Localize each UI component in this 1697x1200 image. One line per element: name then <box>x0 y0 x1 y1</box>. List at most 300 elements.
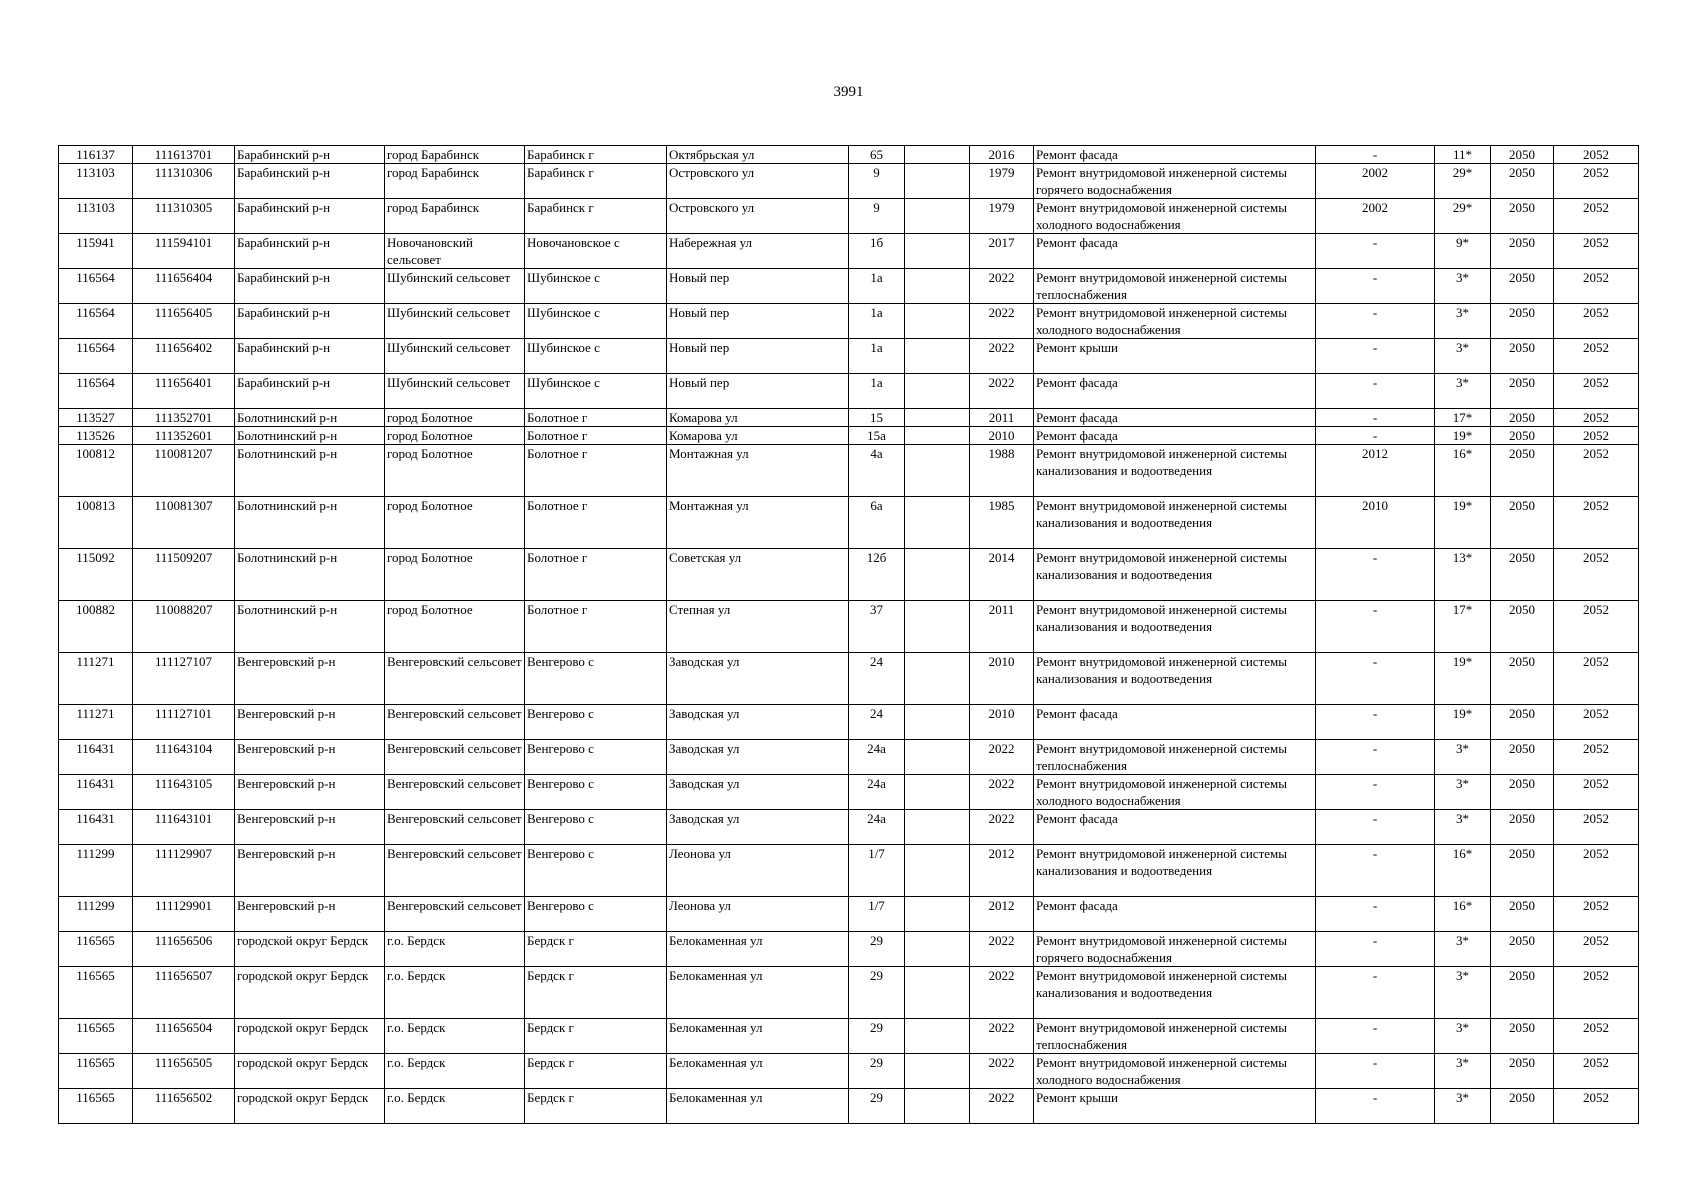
cell-district: Венгеровский р-н <box>235 775 385 810</box>
cell-house-number: 9 <box>849 164 905 199</box>
cell-district: Болотнинский р-н <box>235 601 385 653</box>
cell-blank <box>905 705 970 740</box>
cell-work-type: Ремонт фасада <box>1034 234 1316 269</box>
cell-municipality: город Барабинск <box>385 199 525 234</box>
cell-plan-end: 2052 <box>1554 549 1639 601</box>
cell-house-id: 113103 <box>59 199 133 234</box>
cell-year-built: 2012 <box>970 845 1034 897</box>
cell-work-type: Ремонт фасада <box>1034 427 1316 445</box>
table-row <box>59 845 1639 897</box>
cell-blank <box>905 164 970 199</box>
table-row <box>59 234 1639 269</box>
cell-item-id: 111656401 <box>133 374 235 409</box>
cell-prior-year: - <box>1316 932 1435 967</box>
cell-street: Заводская ул <box>667 810 849 845</box>
cell-municipality: город Болотное <box>385 601 525 653</box>
cell-settlement: Бердск г <box>525 932 667 967</box>
cell-plan-end: 2052 <box>1554 775 1639 810</box>
cell-plan-end: 2052 <box>1554 374 1639 409</box>
cell-settlement: Венгерово с <box>525 897 667 932</box>
cell-prior-year: - <box>1316 427 1435 445</box>
cell-year-built: 2010 <box>970 705 1034 740</box>
cell-house-id: 116431 <box>59 810 133 845</box>
cell-item-id: 111613701 <box>133 146 235 164</box>
cell-street: Заводская ул <box>667 775 849 810</box>
cell-house-number: 12б <box>849 549 905 601</box>
cell-blank <box>905 549 970 601</box>
cell-item-id: 111656502 <box>133 1089 235 1124</box>
cell-blank <box>905 932 970 967</box>
cell-work-type: Ремонт внутридомовой инженерной системы холодного водоснабжения <box>1034 304 1316 339</box>
cell-plan-end: 2052 <box>1554 601 1639 653</box>
table-row <box>59 810 1639 845</box>
cell-plan-end: 2052 <box>1554 339 1639 374</box>
cell-blank <box>905 427 970 445</box>
cell-year-built: 2022 <box>970 1089 1034 1124</box>
cell-municipality: город Болотное <box>385 427 525 445</box>
cell-house-number: 1/7 <box>849 845 905 897</box>
cell-district: городской округ Бердск <box>235 1054 385 1089</box>
cell-item-id: 111352701 <box>133 409 235 427</box>
cell-street: Новый пер <box>667 304 849 339</box>
cell-house-number: 4а <box>849 445 905 497</box>
cell-house-number: 37 <box>849 601 905 653</box>
cell-house-number: 29 <box>849 1089 905 1124</box>
cell-item-id: 110088207 <box>133 601 235 653</box>
cell-plan-end: 2052 <box>1554 897 1639 932</box>
cell-house-number: 1а <box>849 374 905 409</box>
cell-street: Монтажная ул <box>667 497 849 549</box>
cell-item-id: 111310305 <box>133 199 235 234</box>
cell-term: 16* <box>1435 897 1491 932</box>
cell-street: Новый пер <box>667 269 849 304</box>
cell-work-type: Ремонт внутридомовой инженерной системы канализования и водоотведения <box>1034 845 1316 897</box>
cell-year-built: 2017 <box>970 234 1034 269</box>
table-row <box>59 1089 1639 1124</box>
cell-municipality: г.о. Бердск <box>385 1054 525 1089</box>
cell-item-id: 111129907 <box>133 845 235 897</box>
cell-district: Венгеровский р-н <box>235 740 385 775</box>
cell-prior-year: 2010 <box>1316 497 1435 549</box>
cell-street: Белокаменная ул <box>667 1054 849 1089</box>
cell-plan-end: 2052 <box>1554 269 1639 304</box>
cell-house-number: 24а <box>849 810 905 845</box>
cell-settlement: Бердск г <box>525 1089 667 1124</box>
cell-work-type: Ремонт фасада <box>1034 374 1316 409</box>
cell-plan-end: 2052 <box>1554 445 1639 497</box>
cell-plan-start: 2050 <box>1491 932 1554 967</box>
cell-district: Барабинский р-н <box>235 269 385 304</box>
cell-house-id: 116565 <box>59 1054 133 1089</box>
cell-prior-year: - <box>1316 549 1435 601</box>
cell-street: Островского ул <box>667 164 849 199</box>
cell-house-number: 24 <box>849 705 905 740</box>
cell-year-built: 2022 <box>970 339 1034 374</box>
table-row <box>59 339 1639 374</box>
cell-street: Заводская ул <box>667 740 849 775</box>
cell-district: Болотнинский р-н <box>235 497 385 549</box>
cell-term: 3* <box>1435 304 1491 339</box>
cell-plan-start: 2050 <box>1491 775 1554 810</box>
cell-street: Белокаменная ул <box>667 932 849 967</box>
cell-municipality: Венгеровский сельсовет <box>385 740 525 775</box>
cell-settlement: Болотное г <box>525 601 667 653</box>
cell-prior-year: - <box>1316 1089 1435 1124</box>
table-row <box>59 740 1639 775</box>
cell-house-id: 113526 <box>59 427 133 445</box>
cell-street: Набережная ул <box>667 234 849 269</box>
cell-house-id: 111299 <box>59 897 133 932</box>
cell-settlement: Болотное г <box>525 549 667 601</box>
cell-district: Барабинский р-н <box>235 339 385 374</box>
cell-settlement: Шубинское с <box>525 269 667 304</box>
table-row <box>59 427 1639 445</box>
cell-work-type: Ремонт внутридомовой инженерной системы холодного водоснабжения <box>1034 1054 1316 1089</box>
cell-district: городской округ Бердск <box>235 932 385 967</box>
cell-term: 19* <box>1435 705 1491 740</box>
table-row <box>59 497 1639 549</box>
cell-house-id: 116564 <box>59 269 133 304</box>
cell-item-id: 111594101 <box>133 234 235 269</box>
cell-plan-start: 2050 <box>1491 199 1554 234</box>
cell-blank <box>905 304 970 339</box>
table-row <box>59 164 1639 199</box>
cell-prior-year: - <box>1316 269 1435 304</box>
cell-plan-end: 2052 <box>1554 845 1639 897</box>
cell-prior-year: - <box>1316 897 1435 932</box>
cell-blank <box>905 810 970 845</box>
cell-settlement: Венгерово с <box>525 775 667 810</box>
cell-plan-end: 2052 <box>1554 304 1639 339</box>
table-row <box>59 269 1639 304</box>
cell-district: Болотнинский р-н <box>235 445 385 497</box>
cell-house-id: 116565 <box>59 967 133 1019</box>
cell-settlement: Барабинск г <box>525 146 667 164</box>
cell-municipality: Шубинский сельсовет <box>385 339 525 374</box>
cell-blank <box>905 740 970 775</box>
cell-plan-start: 2050 <box>1491 427 1554 445</box>
cell-blank <box>905 409 970 427</box>
cell-term: 16* <box>1435 845 1491 897</box>
cell-municipality: Венгеровский сельсовет <box>385 775 525 810</box>
cell-work-type: Ремонт внутридомовой инженерной системы теплоснабжения <box>1034 740 1316 775</box>
cell-term: 3* <box>1435 810 1491 845</box>
cell-district: Барабинский р-н <box>235 374 385 409</box>
cell-district: Барабинский р-н <box>235 146 385 164</box>
cell-blank <box>905 199 970 234</box>
cell-plan-start: 2050 <box>1491 234 1554 269</box>
table-row <box>59 775 1639 810</box>
cell-term: 13* <box>1435 549 1491 601</box>
cell-blank <box>905 1019 970 1054</box>
cell-year-built: 2022 <box>970 1054 1034 1089</box>
table-row <box>59 967 1639 1019</box>
cell-plan-end: 2052 <box>1554 810 1639 845</box>
cell-prior-year: 2002 <box>1316 164 1435 199</box>
cell-municipality: Венгеровский сельсовет <box>385 810 525 845</box>
cell-street: Леонова ул <box>667 845 849 897</box>
cell-street: Белокаменная ул <box>667 967 849 1019</box>
cell-municipality: г.о. Бердск <box>385 1089 525 1124</box>
cell-term: 19* <box>1435 497 1491 549</box>
cell-year-built: 2010 <box>970 427 1034 445</box>
cell-work-type: Ремонт внутридомовой инженерной системы холодного водоснабжения <box>1034 199 1316 234</box>
cell-settlement: Шубинское с <box>525 374 667 409</box>
cell-prior-year: - <box>1316 146 1435 164</box>
cell-term: 19* <box>1435 427 1491 445</box>
cell-municipality: Шубинский сельсовет <box>385 374 525 409</box>
cell-work-type: Ремонт крыши <box>1034 1089 1316 1124</box>
cell-year-built: 2022 <box>970 932 1034 967</box>
cell-house-id: 116564 <box>59 374 133 409</box>
cell-year-built: 2011 <box>970 601 1034 653</box>
cell-item-id: 111656404 <box>133 269 235 304</box>
cell-plan-start: 2050 <box>1491 445 1554 497</box>
cell-municipality: Венгеровский сельсовет <box>385 897 525 932</box>
cell-plan-end: 2052 <box>1554 199 1639 234</box>
cell-work-type: Ремонт внутридомовой инженерной системы горячего водоснабжения <box>1034 164 1316 199</box>
cell-house-number: 1а <box>849 304 905 339</box>
cell-district: Венгеровский р-н <box>235 810 385 845</box>
cell-item-id: 111127101 <box>133 705 235 740</box>
cell-plan-start: 2050 <box>1491 967 1554 1019</box>
table-row <box>59 897 1639 932</box>
cell-house-number: 29 <box>849 932 905 967</box>
cell-plan-start: 2050 <box>1491 549 1554 601</box>
cell-district: городской округ Бердск <box>235 967 385 1019</box>
cell-work-type: Ремонт фасада <box>1034 810 1316 845</box>
cell-plan-end: 2052 <box>1554 932 1639 967</box>
cell-item-id: 111509207 <box>133 549 235 601</box>
cell-item-id: 111656506 <box>133 932 235 967</box>
cell-blank <box>905 845 970 897</box>
cell-house-number: 1/7 <box>849 897 905 932</box>
cell-year-built: 2022 <box>970 775 1034 810</box>
cell-year-built: 2022 <box>970 810 1034 845</box>
cell-plan-start: 2050 <box>1491 845 1554 897</box>
cell-prior-year: - <box>1316 653 1435 705</box>
cell-item-id: 110081207 <box>133 445 235 497</box>
cell-house-number: 24а <box>849 740 905 775</box>
cell-prior-year: - <box>1316 967 1435 1019</box>
cell-term: 3* <box>1435 775 1491 810</box>
cell-year-built: 2022 <box>970 304 1034 339</box>
cell-house-number: 1а <box>849 339 905 374</box>
cell-year-built: 2022 <box>970 374 1034 409</box>
cell-item-id: 111656402 <box>133 339 235 374</box>
cell-plan-end: 2052 <box>1554 164 1639 199</box>
cell-work-type: Ремонт внутридомовой инженерной системы горячего водоснабжения <box>1034 932 1316 967</box>
cell-term: 3* <box>1435 740 1491 775</box>
cell-work-type: Ремонт фасада <box>1034 409 1316 427</box>
cell-house-id: 116137 <box>59 146 133 164</box>
table-row <box>59 199 1639 234</box>
cell-plan-end: 2052 <box>1554 653 1639 705</box>
cell-settlement: Бердск г <box>525 1054 667 1089</box>
cell-year-built: 2022 <box>970 740 1034 775</box>
cell-house-id: 115941 <box>59 234 133 269</box>
cell-settlement: Болотное г <box>525 427 667 445</box>
cell-street: Комарова ул <box>667 427 849 445</box>
cell-house-id: 116564 <box>59 304 133 339</box>
cell-house-id: 116431 <box>59 740 133 775</box>
cell-blank <box>905 269 970 304</box>
cell-plan-start: 2050 <box>1491 897 1554 932</box>
cell-prior-year: - <box>1316 705 1435 740</box>
cell-house-number: 29 <box>849 1019 905 1054</box>
cell-municipality: Венгеровский сельсовет <box>385 653 525 705</box>
cell-house-number: 65 <box>849 146 905 164</box>
cell-street: Монтажная ул <box>667 445 849 497</box>
table-row <box>59 549 1639 601</box>
cell-municipality: Венгеровский сельсовет <box>385 845 525 897</box>
cell-item-id: 111643104 <box>133 740 235 775</box>
cell-plan-start: 2050 <box>1491 146 1554 164</box>
cell-settlement: Болотное г <box>525 497 667 549</box>
cell-municipality: город Барабинск <box>385 146 525 164</box>
cell-district: Барабинский р-н <box>235 234 385 269</box>
cell-term: 9* <box>1435 234 1491 269</box>
cell-district: Барабинский р-н <box>235 304 385 339</box>
cell-street: Комарова ул <box>667 409 849 427</box>
cell-item-id: 111656405 <box>133 304 235 339</box>
cell-district: городской округ Бердск <box>235 1019 385 1054</box>
cell-house-number: 24 <box>849 653 905 705</box>
cell-house-number: 1а <box>849 269 905 304</box>
cell-settlement: Барабинск г <box>525 199 667 234</box>
cell-settlement: Новочановское с <box>525 234 667 269</box>
cell-prior-year: - <box>1316 1019 1435 1054</box>
table-row <box>59 601 1639 653</box>
cell-work-type: Ремонт внутридомовой инженерной системы канализования и водоотведения <box>1034 601 1316 653</box>
cell-item-id: 111656507 <box>133 967 235 1019</box>
cell-street: Белокаменная ул <box>667 1089 849 1124</box>
cell-term: 29* <box>1435 164 1491 199</box>
cell-settlement: Венгерово с <box>525 740 667 775</box>
cell-house-id: 111299 <box>59 845 133 897</box>
cell-settlement: Болотное г <box>525 445 667 497</box>
cell-blank <box>905 339 970 374</box>
cell-house-number: 6а <box>849 497 905 549</box>
cell-plan-start: 2050 <box>1491 374 1554 409</box>
cell-term: 3* <box>1435 1019 1491 1054</box>
table-row <box>59 445 1639 497</box>
cell-plan-start: 2050 <box>1491 740 1554 775</box>
cell-municipality: г.о. Бердск <box>385 967 525 1019</box>
cell-house-number: 24а <box>849 775 905 810</box>
cell-work-type: Ремонт внутридомовой инженерной системы канализования и водоотведения <box>1034 549 1316 601</box>
cell-municipality: Венгеровский сельсовет <box>385 705 525 740</box>
cell-term: 29* <box>1435 199 1491 234</box>
cell-plan-end: 2052 <box>1554 967 1639 1019</box>
cell-prior-year: - <box>1316 304 1435 339</box>
cell-prior-year: - <box>1316 775 1435 810</box>
table-row <box>59 932 1639 967</box>
cell-year-built: 2011 <box>970 409 1034 427</box>
cell-blank <box>905 897 970 932</box>
cell-house-id: 100812 <box>59 445 133 497</box>
cell-municipality: город Барабинск <box>385 164 525 199</box>
cell-year-built: 2016 <box>970 146 1034 164</box>
cell-prior-year: 2002 <box>1316 199 1435 234</box>
cell-settlement: Барабинск г <box>525 164 667 199</box>
cell-work-type: Ремонт внутридомовой инженерной системы канализования и водоотведения <box>1034 445 1316 497</box>
cell-blank <box>905 1089 970 1124</box>
cell-item-id: 111656505 <box>133 1054 235 1089</box>
cell-house-id: 111271 <box>59 653 133 705</box>
cell-year-built: 2022 <box>970 269 1034 304</box>
cell-house-id: 113103 <box>59 164 133 199</box>
cell-work-type: Ремонт внутридомовой инженерной системы холодного водоснабжения <box>1034 775 1316 810</box>
table-row <box>59 705 1639 740</box>
cell-plan-start: 2050 <box>1491 164 1554 199</box>
cell-municipality: город Болотное <box>385 445 525 497</box>
cell-term: 3* <box>1435 339 1491 374</box>
cell-plan-end: 2052 <box>1554 146 1639 164</box>
cell-blank <box>905 601 970 653</box>
cell-municipality: г.о. Бердск <box>385 932 525 967</box>
cell-district: Болотнинский р-н <box>235 549 385 601</box>
cell-blank <box>905 146 970 164</box>
cell-district: Венгеровский р-н <box>235 705 385 740</box>
cell-plan-start: 2050 <box>1491 1019 1554 1054</box>
cell-plan-end: 2052 <box>1554 705 1639 740</box>
cell-settlement: Шубинское с <box>525 339 667 374</box>
cell-blank <box>905 497 970 549</box>
cell-year-built: 2010 <box>970 653 1034 705</box>
cell-house-number: 29 <box>849 967 905 1019</box>
table-row <box>59 304 1639 339</box>
cell-term: 11* <box>1435 146 1491 164</box>
cell-municipality: г.о. Бердск <box>385 1019 525 1054</box>
cell-year-built: 1988 <box>970 445 1034 497</box>
page-number: 3991 <box>833 84 864 100</box>
cell-item-id: 111129901 <box>133 897 235 932</box>
cell-district: Барабинский р-н <box>235 164 385 199</box>
cell-settlement: Бердск г <box>525 1019 667 1054</box>
cell-house-id: 111271 <box>59 705 133 740</box>
cell-year-built: 2022 <box>970 967 1034 1019</box>
cell-plan-start: 2050 <box>1491 409 1554 427</box>
cell-house-id: 113527 <box>59 409 133 427</box>
cell-blank <box>905 967 970 1019</box>
cell-district: Болотнинский р-н <box>235 409 385 427</box>
cell-blank <box>905 653 970 705</box>
table-row <box>59 1019 1639 1054</box>
cell-prior-year: - <box>1316 845 1435 897</box>
table-row <box>59 653 1639 705</box>
cell-house-id: 116565 <box>59 1019 133 1054</box>
cell-prior-year: - <box>1316 339 1435 374</box>
cell-work-type: Ремонт внутридомовой инженерной системы теплоснабжения <box>1034 1019 1316 1054</box>
cell-item-id: 111352601 <box>133 427 235 445</box>
cell-item-id: 111310306 <box>133 164 235 199</box>
cell-blank <box>905 445 970 497</box>
cell-street: Степная ул <box>667 601 849 653</box>
cell-work-type: Ремонт фасада <box>1034 897 1316 932</box>
cell-district: Болотнинский р-н <box>235 427 385 445</box>
cell-year-built: 1979 <box>970 164 1034 199</box>
cell-prior-year: - <box>1316 1054 1435 1089</box>
cell-year-built: 2012 <box>970 897 1034 932</box>
cell-term: 3* <box>1435 1054 1491 1089</box>
cell-street: Заводская ул <box>667 653 849 705</box>
table-row <box>59 374 1639 409</box>
cell-settlement: Болотное г <box>525 409 667 427</box>
cell-blank <box>905 775 970 810</box>
cell-item-id: 111656504 <box>133 1019 235 1054</box>
cell-plan-start: 2050 <box>1491 705 1554 740</box>
